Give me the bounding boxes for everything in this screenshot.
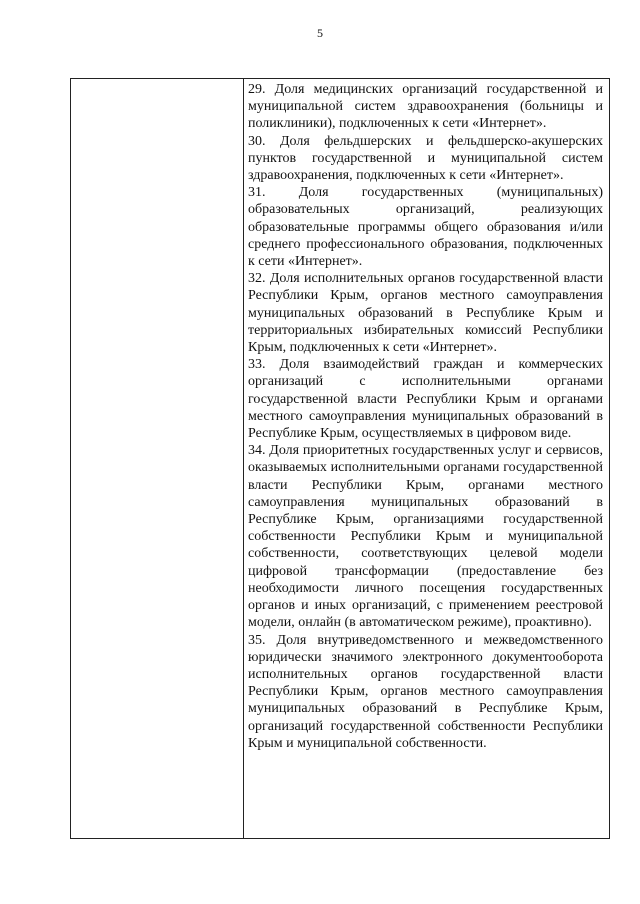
table-left-cell <box>71 79 244 838</box>
indicator-item-31: 31. Доля государственных (муниципальных) образовательных организаций, реализующих образовательные программы общего образования и/или среднего профессионального образования, подключенных к сети «Интернет». <box>248 185 603 270</box>
indicator-item-33: 33. Доля взаимодействий граждан и коммерческих организаций с исполнительными органами государственной власти Республики Крым и органами местного самоуправления муниципальных образований в Республике Крым, осуществляемых в цифровом виде. <box>248 357 603 442</box>
page-number: 5 <box>317 26 323 40</box>
indicator-item-29: 29. Доля медицинских организаций государственной и муниципальной систем здравоохранения (больницы и поликлиники), подключенных к сети «Интернет». <box>248 82 603 132</box>
indicator-item-34: 34. Доля приоритетных государственных услуг и сервисов, оказываемых исполнительными органами государственной власти Республики Крым, органами местного самоуправления муниципальных образований в Республике Крым, организациями государственной собственности Республики Крым и муниципальной собственности, соответствующих целевой модели цифровой трансформации (предоставление без необходимости личного посещения государственных органов и иных организаций, с применением реестровой модели, онлайн (в автоматическом режиме), проактивно). <box>248 443 603 631</box>
indicator-item-35: 35. Доля внутриведомственного и межведомственного юридически значимого электронного документооборота исполнительных органов государственной власти Республики Крым, органов местного самоуправления муниципальных образований в Республике Крым, организаций государственной собственности Республики Крым и муниципальной собственности. <box>248 632 603 751</box>
indicator-table <box>70 78 610 839</box>
indicator-item-32: 32. Доля исполнительных органов государственной власти Республики Крым, органов местного самоуправления муниципальных образований в Республике Крым и территориальных избирательных комиссий Республики Крым, подключенных к сети «Интернет». <box>248 271 603 356</box>
table-right-cell <box>244 79 609 838</box>
indicator-item-30: 30. Доля фельдшерских и фельдшерско-акушерских пунктов государственной и муниципальной систем здравоохранения, подключенных к сети «Интернет». <box>248 133 603 184</box>
